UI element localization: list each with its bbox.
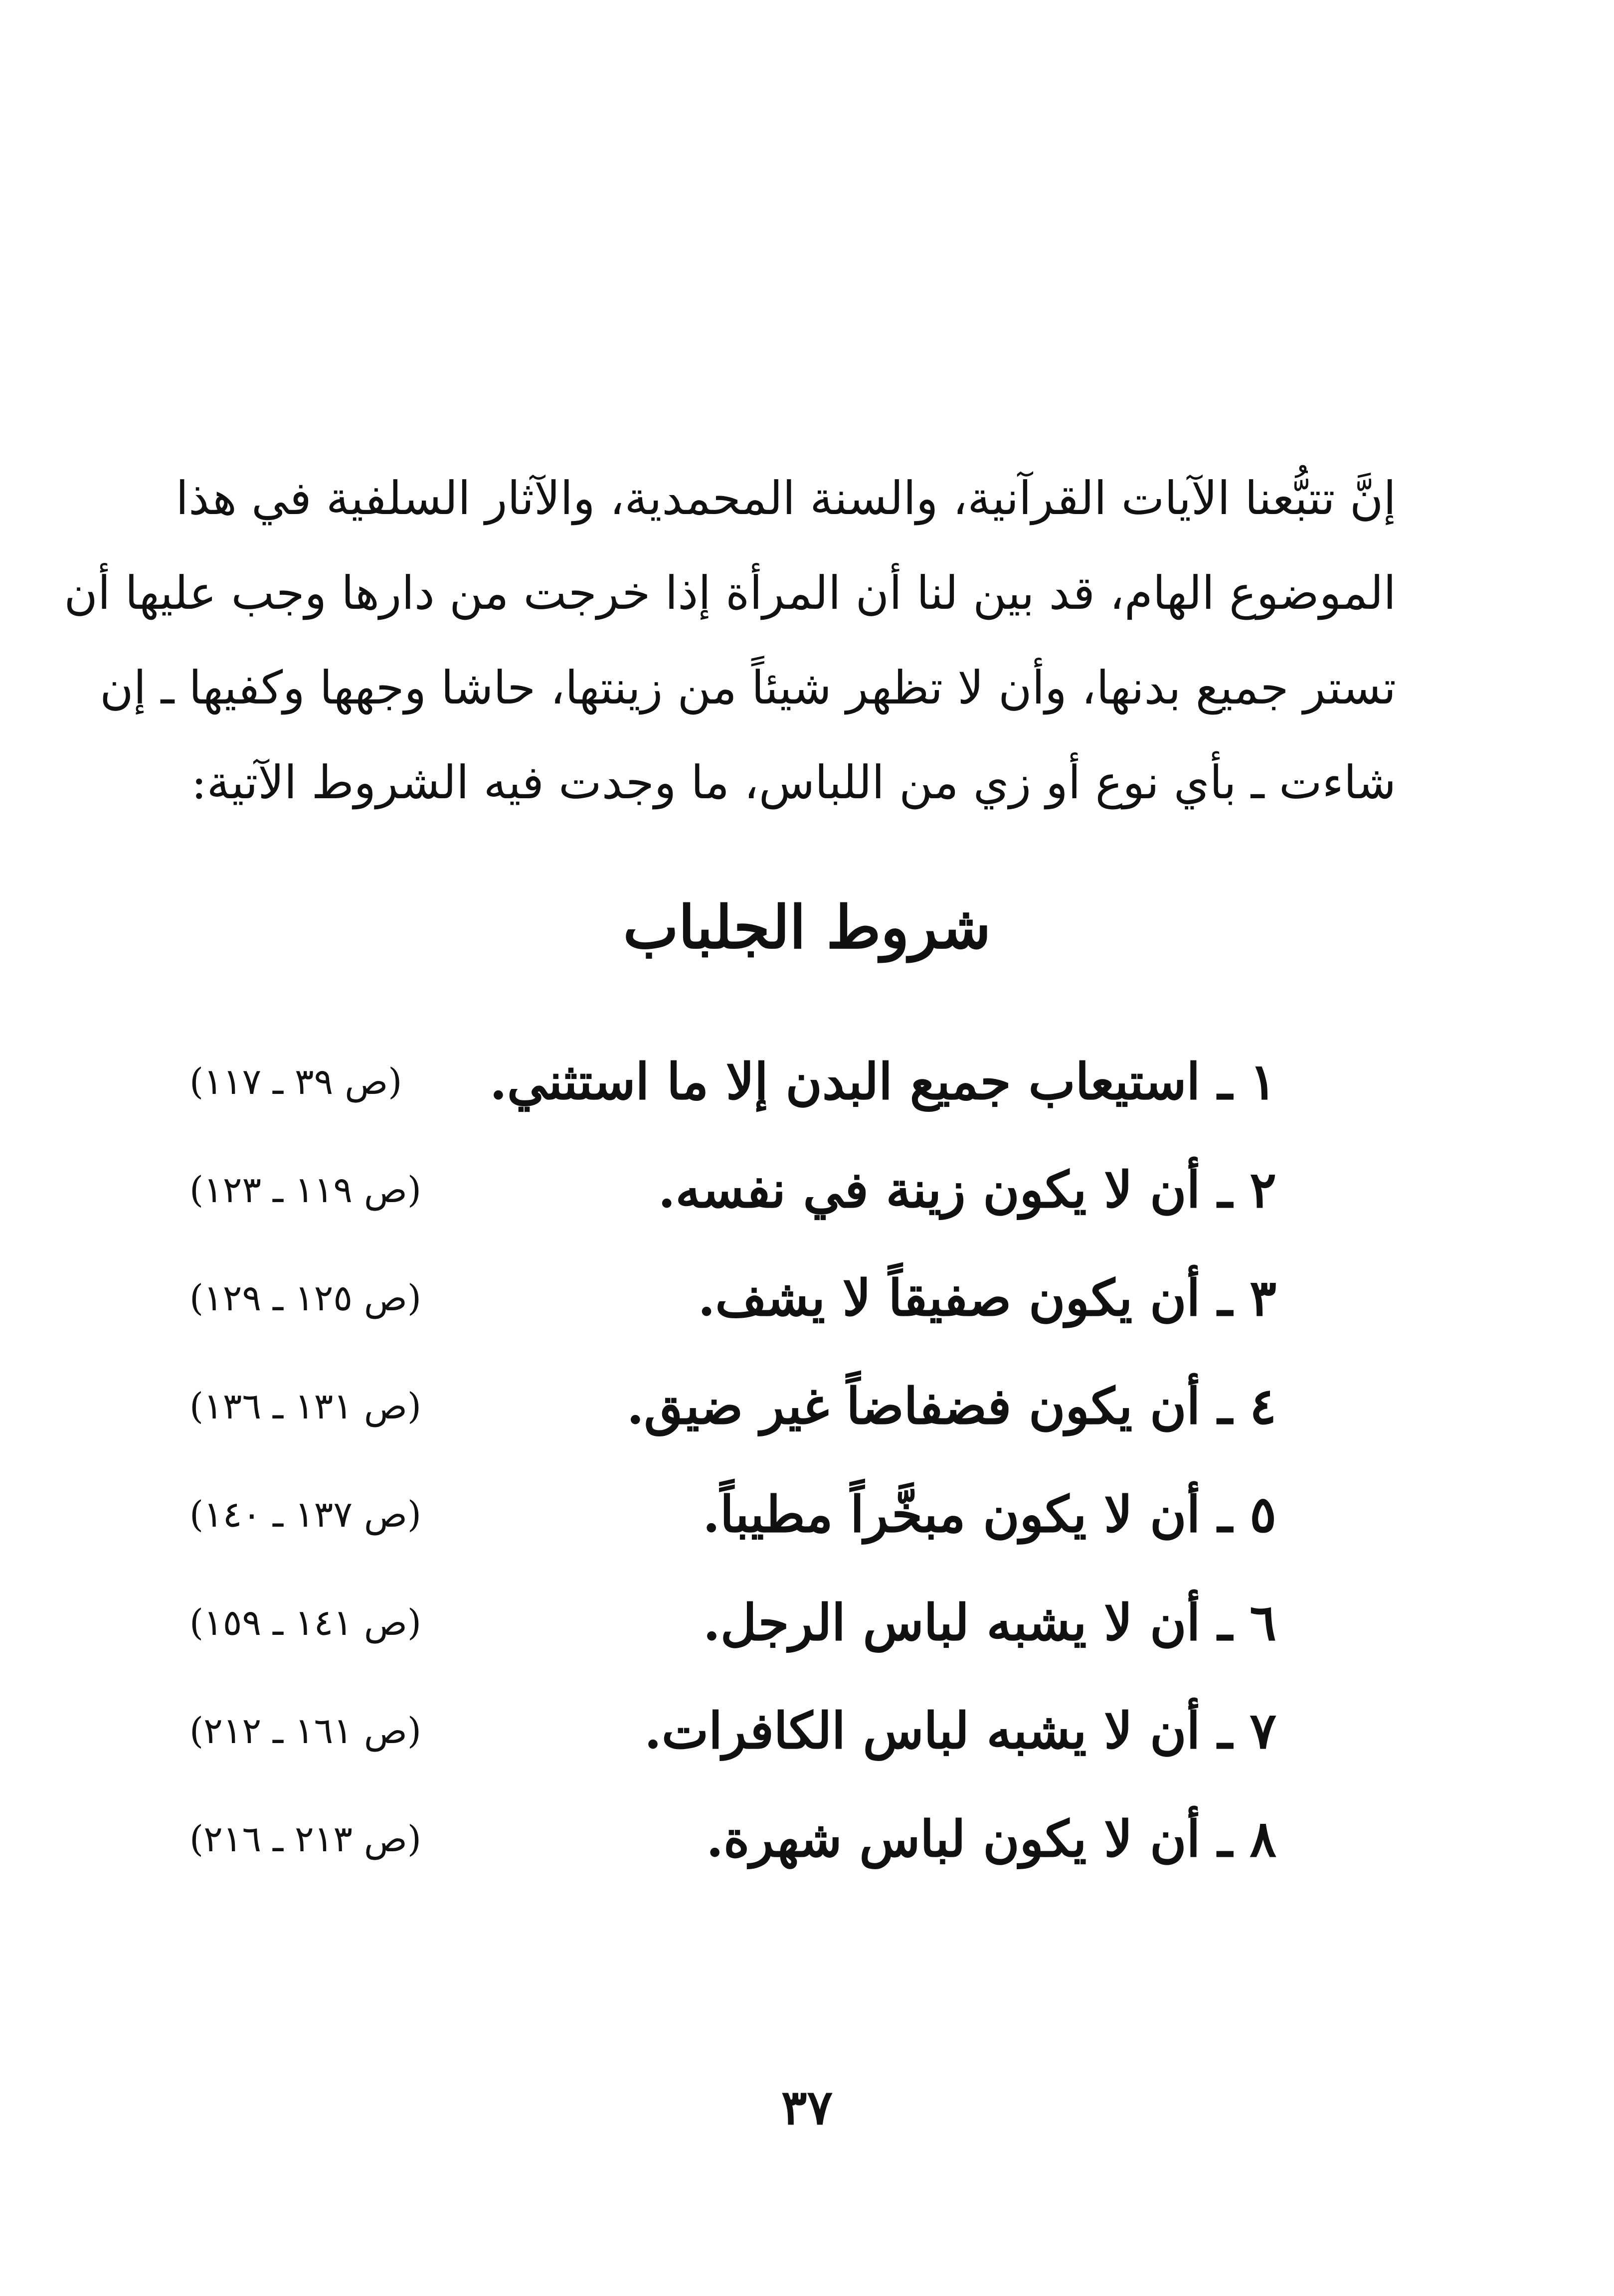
condition-page-ref: (ص ١٣١ ـ ١٣٦)	[189, 1385, 422, 1427]
condition-page-ref: (ص ٢١٣ ـ ٢١٦)	[189, 1817, 422, 1860]
condition-text: ٢ ـ أن لا يكون زينة في نفسه.	[658, 1160, 1276, 1219]
intro-line-3: تستر جميع بدنها، وأن لا تظهر شيئاً من زينتها، حاشا وجهها وكفيها ـ إن	[100, 661, 1396, 714]
condition-text: ٥ ـ أن لا يكون مبخَّراً مطيباً.	[703, 1484, 1276, 1544]
condition-text: ١ ـ استيعاب جميع البدن إلا ما استثني.	[490, 1052, 1276, 1111]
condition-page-ref: (ص ٣٩ ـ ١١٧)	[189, 1060, 402, 1102]
intro-line-2: الموضوع الهام، قد بين لنا أن المرأة إذا خرجت من دارها وجب عليها أن	[64, 566, 1396, 620]
condition-item-5	[189, 1460, 1276, 1568]
condition-page-ref: (ص ١٢٥ ـ ١٢٩)	[189, 1276, 422, 1319]
condition-page-ref: (ص ١١٩ ـ ١٢٣)	[189, 1168, 422, 1211]
section-title: شروط الجلباب	[623, 892, 991, 962]
conditions-list	[189, 1027, 1276, 1893]
intro-line-1: إنَّ تتبُّعنا الآيات القرآنية، والسنة المحمدية، والآثار السلفية في هذا	[176, 472, 1396, 525]
condition-page-ref: (ص ١٦١ ـ ٢١٢)	[189, 1709, 422, 1752]
condition-text: ٧ ـ أن لا يشبه لباس الكافرات.	[644, 1701, 1276, 1760]
condition-text: ٣ ـ أن يكون صفيقاً لا يشف.	[698, 1268, 1276, 1327]
condition-text: ٨ ـ أن لا يكون لباس شهرة.	[706, 1809, 1276, 1868]
condition-item-1	[189, 1027, 1276, 1135]
condition-item-8	[189, 1784, 1276, 1893]
condition-text: ٤ ـ أن يكون فضفاضاً غير ضيق.	[626, 1376, 1276, 1435]
page-number: ٣٧	[781, 2079, 833, 2135]
condition-page-ref: (ص ١٤١ ـ ١٥٩)	[189, 1601, 422, 1643]
intro-line-4: شاءت ـ بأي نوع أو زي من اللباس، ما وجدت فيه الشروط الآتية:	[191, 756, 1396, 809]
condition-text: ٦ ـ أن لا يشبه لباس الرجل.	[703, 1592, 1276, 1652]
condition-item-3	[189, 1243, 1276, 1352]
condition-item-4	[189, 1352, 1276, 1460]
condition-item-2	[189, 1135, 1276, 1243]
condition-item-7	[189, 1676, 1276, 1784]
intro-paragraph	[64, 451, 1396, 830]
condition-item-6	[189, 1568, 1276, 1676]
condition-page-ref: (ص ١٣٧ ـ ١٤٠)	[189, 1493, 422, 1535]
